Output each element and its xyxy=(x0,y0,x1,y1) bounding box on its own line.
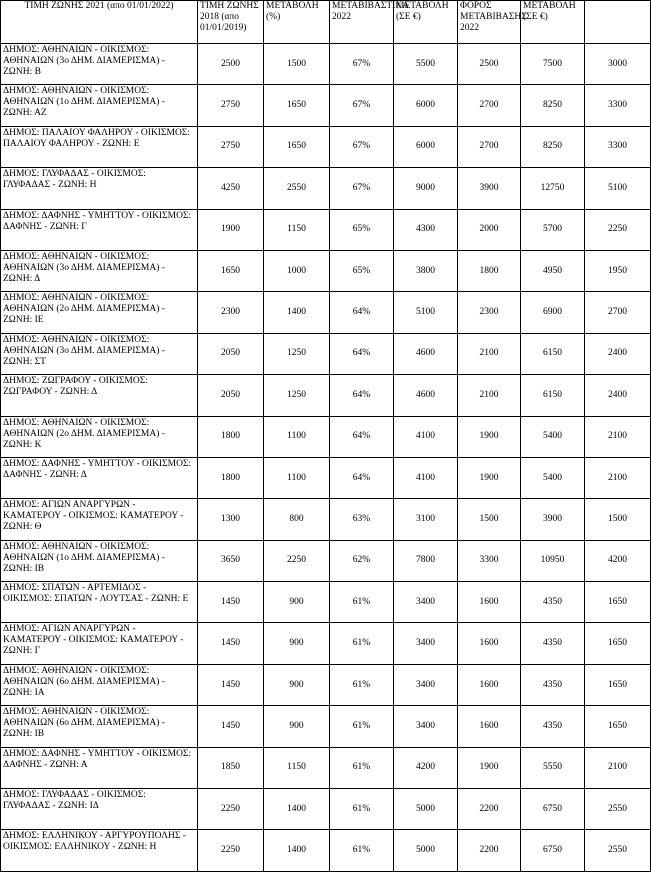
zone-price-2018-cell: 1000 xyxy=(264,250,330,291)
table-row xyxy=(1,747,651,788)
change-euro-cell: 2000 xyxy=(458,209,521,250)
region-cell: ΔΗΜΟΣ: ΑΘΗΝΑΙΩΝ - ΟΙΚΙΣΜΟΣ: ΑΘΗΝΑΙΩΝ (2ο ΔΗΜ. ΔΙΑΜΕΡΙΣΜΑ) - ΖΩΝΗ: ΙΕ xyxy=(1,292,198,333)
region-cell: ΔΗΜΟΣ: ΕΛΛΗΝΙΚΟΥ - ΑΡΓΥΡΟΥΠΟΛΗΣ - ΟΙΚΙΣΜΟΣ: ΕΛΛΗΝΙΚΟΥ - ΖΩΝΗ: Η xyxy=(1,830,198,871)
transfer-tax-2022-cell: 8250 xyxy=(521,85,585,126)
zone-price-2021-cell: 2050 xyxy=(198,375,264,416)
transfer-2022-cell: 9000 xyxy=(394,168,458,209)
header-change-euro-2: ΜΕΤΑΒΟΛΗ (ΣΕ €) xyxy=(521,1,585,44)
transfer-tax-2022-cell: 5400 xyxy=(521,416,585,457)
header-change-euro: ΜΕΤΑΒΟΛΗ (ΣΕ €) xyxy=(394,1,458,44)
change-euro-2-cell: 3300 xyxy=(585,85,651,126)
change-percent-cell: 61% xyxy=(330,664,394,705)
change-euro-2-cell: 2550 xyxy=(585,830,651,871)
header-zone-price-2021: ΤΙΜΗ ΖΩΝΗΣ 2021 (απο 01/01/2022) xyxy=(1,1,198,44)
transfer-2022-cell: 3100 xyxy=(394,499,458,540)
table-row xyxy=(1,830,651,871)
change-euro-2-cell: 2400 xyxy=(585,375,651,416)
change-euro-cell: 3300 xyxy=(458,540,521,581)
table-row xyxy=(1,333,651,374)
transfer-2022-cell: 4100 xyxy=(394,416,458,457)
zone-price-2021-cell: 1450 xyxy=(198,664,264,705)
change-euro-2-cell: 5100 xyxy=(585,168,651,209)
transfer-tax-2022-cell: 6750 xyxy=(521,789,585,830)
zone-price-2021-cell: 1450 xyxy=(198,582,264,623)
zone-price-2021-cell: 2250 xyxy=(198,789,264,830)
transfer-2022-cell: 5000 xyxy=(394,830,458,871)
region-cell: ΔΗΜΟΣ: ΣΠΑΤΩΝ - ΑΡΤΕΜΙΔΟΣ - ΟΙΚΙΣΜΟΣ: ΣΠΑΤΩΝ - ΛΟΥΤΣΑΣ - ΖΩΝΗ: Ε xyxy=(1,582,198,623)
change-euro-cell: 2100 xyxy=(458,375,521,416)
change-euro-2-cell: 2250 xyxy=(585,209,651,250)
change-percent-cell: 61% xyxy=(330,747,394,788)
header-change-percent: ΜΕΤΑΒΟΛΗ (%) xyxy=(264,1,330,44)
zone-price-2021-cell: 1800 xyxy=(198,416,264,457)
transfer-2022-cell: 4200 xyxy=(394,747,458,788)
region-cell: ΔΗΜΟΣ: ΑΘΗΝΑΙΩΝ - ΟΙΚΙΣΜΟΣ: ΑΘΗΝΑΙΩΝ (3ο ΔΗΜ. ΔΙΑΜΕΡΙΣΜΑ) - ΖΩΝΗ: Δ xyxy=(1,250,198,291)
table-row xyxy=(1,416,651,457)
transfer-tax-2022-cell: 12750 xyxy=(521,168,585,209)
zone-price-2021-cell: 1650 xyxy=(198,250,264,291)
header-transfer-tax-2022: ΦΟΡΟΣ ΜΕΤΑΒΙΒΑΣΗΣ 2022 xyxy=(458,1,521,44)
zone-price-2018-cell: 900 xyxy=(264,623,330,664)
change-euro-cell: 2100 xyxy=(458,333,521,374)
change-euro-2-cell: 1650 xyxy=(585,706,651,747)
transfer-2022-cell: 5000 xyxy=(394,789,458,830)
table-body xyxy=(1,44,651,872)
change-euro-cell: 2200 xyxy=(458,830,521,871)
transfer-tax-2022-cell: 4350 xyxy=(521,706,585,747)
zone-price-2021-cell: 2250 xyxy=(198,830,264,871)
table-row xyxy=(1,789,651,830)
table-row xyxy=(1,623,651,664)
change-euro-2-cell: 1950 xyxy=(585,250,651,291)
region-cell: ΔΗΜΟΣ: ΔΑΦΝΗΣ - ΥΜΗΤΤΟΥ - ΟΙΚΙΣΜΟΣ: ΔΑΦΝΗΣ - ΖΩΝΗ: Γ xyxy=(1,209,198,250)
change-percent-cell: 67% xyxy=(330,126,394,167)
transfer-tax-2022-cell: 8250 xyxy=(521,126,585,167)
zone-price-2021-cell: 1450 xyxy=(198,706,264,747)
change-percent-cell: 67% xyxy=(330,85,394,126)
zone-price-2021-cell: 1900 xyxy=(198,209,264,250)
change-euro-cell: 2300 xyxy=(458,292,521,333)
transfer-2022-cell: 3400 xyxy=(394,706,458,747)
change-percent-cell: 65% xyxy=(330,250,394,291)
change-euro-cell: 2200 xyxy=(458,789,521,830)
change-percent-cell: 61% xyxy=(330,623,394,664)
change-percent-cell: 65% xyxy=(330,209,394,250)
change-percent-cell: 61% xyxy=(330,789,394,830)
header-transfer-2022: ΜΕΤΑΒΙΒΑΣΤΙΚΑ 2022 xyxy=(330,1,394,44)
zone-price-2018-cell: 1150 xyxy=(264,747,330,788)
table-row xyxy=(1,540,651,581)
region-cell: ΔΗΜΟΣ: ΔΑΦΝΗΣ - ΥΜΗΤΤΟΥ - ΟΙΚΙΣΜΟΣ: ΔΑΦΝΗΣ - ΖΩΝΗ: Δ xyxy=(1,457,198,498)
region-cell: ΔΗΜΟΣ: ΑΘΗΝΑΙΩΝ - ΟΙΚΙΣΜΟΣ: ΑΘΗΝΑΙΩΝ (3ο ΔΗΜ. ΔΙΑΜΕΡΙΣΜΑ) - ΖΩΝΗ: ΣΤ xyxy=(1,333,198,374)
region-cell: ΔΗΜΟΣ: ΓΛΥΦΑΔΑΣ - ΟΙΚΙΣΜΟΣ: ΓΛΥΦΑΔΑΣ - ΖΩΝΗ: Η xyxy=(1,168,198,209)
transfer-2022-cell: 6000 xyxy=(394,126,458,167)
change-percent-cell: 61% xyxy=(330,582,394,623)
zone-price-2018-cell: 800 xyxy=(264,499,330,540)
header-row xyxy=(1,1,651,44)
zone-price-2018-cell: 2250 xyxy=(264,540,330,581)
change-percent-cell: 61% xyxy=(330,830,394,871)
region-cell: ΔΗΜΟΣ: ΖΩΓΡΑΦΟΥ - ΟΙΚΙΣΜΟΣ: ΖΩΓΡΑΦΟΥ - ΖΩΝΗ: Δ xyxy=(1,375,198,416)
region-cell: ΔΗΜΟΣ: ΑΘΗΝΑΙΩΝ - ΟΙΚΙΣΜΟΣ: ΑΘΗΝΑΙΩΝ (1ο ΔΗΜ. ΔΙΑΜΕΡΙΣΜΑ) - ΖΩΝΗ: ΙΒ xyxy=(1,540,198,581)
zone-price-2018-cell: 1100 xyxy=(264,416,330,457)
transfer-tax-2022-cell: 4350 xyxy=(521,623,585,664)
change-euro-cell: 2700 xyxy=(458,85,521,126)
change-euro-2-cell: 2100 xyxy=(585,416,651,457)
change-euro-2-cell: 1650 xyxy=(585,664,651,705)
transfer-tax-2022-cell: 3900 xyxy=(521,499,585,540)
transfer-2022-cell: 5500 xyxy=(394,44,458,85)
zone-price-2018-cell: 1250 xyxy=(264,333,330,374)
region-cell: ΔΗΜΟΣ: ΠΑΛΑΙΟΥ ΦΑΛΗΡΟΥ - ΟΙΚΙΣΜΟΣ: ΠΑΛΑΙΟΥ ΦΑΛΗΡΟΥ - ΖΩΝΗ: Ε xyxy=(1,126,198,167)
region-cell: ΔΗΜΟΣ: ΑΘΗΝΑΙΩΝ - ΟΙΚΙΣΜΟΣ: ΑΘΗΝΑΙΩΝ (6ο ΔΗΜ. ΔΙΑΜΕΡΙΣΜΑ) - ΖΩΝΗ: ΙΑ xyxy=(1,664,198,705)
table-row xyxy=(1,85,651,126)
zone-price-2018-cell: 900 xyxy=(264,706,330,747)
zone-price-2018-cell: 900 xyxy=(264,664,330,705)
transfer-tax-2022-cell: 6150 xyxy=(521,375,585,416)
table-row xyxy=(1,168,651,209)
zone-price-2021-cell: 1300 xyxy=(198,499,264,540)
transfer-2022-cell: 4600 xyxy=(394,333,458,374)
zone-price-2018-cell: 1650 xyxy=(264,126,330,167)
change-euro-cell: 1600 xyxy=(458,623,521,664)
change-percent-cell: 62% xyxy=(330,540,394,581)
table-row xyxy=(1,457,651,498)
change-euro-cell: 1900 xyxy=(458,457,521,498)
transfer-2022-cell: 3400 xyxy=(394,664,458,705)
region-cell: ΔΗΜΟΣ: ΑΘΗΝΑΙΩΝ - ΟΙΚΙΣΜΟΣ: ΑΘΗΝΑΙΩΝ (6ο ΔΗΜ. ΔΙΑΜΕΡΙΣΜΑ) - ΖΩΝΗ: ΙΒ xyxy=(1,706,198,747)
transfer-2022-cell: 7800 xyxy=(394,540,458,581)
change-euro-cell: 2700 xyxy=(458,126,521,167)
table-row xyxy=(1,209,651,250)
change-euro-2-cell: 4200 xyxy=(585,540,651,581)
zone-price-2018-cell: 1250 xyxy=(264,375,330,416)
zone-price-2018-cell: 1650 xyxy=(264,85,330,126)
transfer-tax-2022-cell: 5400 xyxy=(521,457,585,498)
header-zone-price-2018: ΤΙΜΗ ΖΩΝΗΣ 2018 (απο 01/01/2019) xyxy=(198,1,264,44)
transfer-2022-cell: 3400 xyxy=(394,582,458,623)
change-euro-2-cell: 2100 xyxy=(585,747,651,788)
table-row xyxy=(1,44,651,85)
change-percent-cell: 64% xyxy=(330,457,394,498)
transfer-tax-2022-cell: 10950 xyxy=(521,540,585,581)
transfer-2022-cell: 4100 xyxy=(394,457,458,498)
change-euro-2-cell: 1650 xyxy=(585,623,651,664)
zone-price-2021-cell: 2750 xyxy=(198,126,264,167)
table-row xyxy=(1,706,651,747)
change-percent-cell: 64% xyxy=(330,292,394,333)
change-euro-2-cell: 1500 xyxy=(585,499,651,540)
transfer-2022-cell: 4600 xyxy=(394,375,458,416)
change-euro-cell: 1900 xyxy=(458,747,521,788)
zone-price-2018-cell: 1400 xyxy=(264,830,330,871)
change-euro-cell: 1500 xyxy=(458,499,521,540)
zone-price-2018-cell: 2550 xyxy=(264,168,330,209)
table-row xyxy=(1,664,651,705)
change-euro-cell: 1600 xyxy=(458,664,521,705)
transfer-tax-2022-cell: 5550 xyxy=(521,747,585,788)
transfer-2022-cell: 3800 xyxy=(394,250,458,291)
change-percent-cell: 67% xyxy=(330,168,394,209)
zone-price-2018-cell: 1500 xyxy=(264,44,330,85)
transfer-tax-2022-cell: 6150 xyxy=(521,333,585,374)
transfer-tax-2022-cell: 4350 xyxy=(521,582,585,623)
zone-price-2021-cell: 2500 xyxy=(198,44,264,85)
region-cell: ΔΗΜΟΣ: ΓΛΥΦΑΔΑΣ - ΟΙΚΙΣΜΟΣ: ΓΛΥΦΑΔΑΣ - ΖΩΝΗ: ΙΔ xyxy=(1,789,198,830)
change-euro-2-cell: 2400 xyxy=(585,333,651,374)
region-cell: ΔΗΜΟΣ: ΔΑΦΝΗΣ - ΥΜΗΤΤΟΥ - ΟΙΚΙΣΜΟΣ: ΔΑΦΝΗΣ - ΖΩΝΗ: Α xyxy=(1,747,198,788)
change-euro-2-cell: 2700 xyxy=(585,292,651,333)
transfer-2022-cell: 4300 xyxy=(394,209,458,250)
transfer-tax-2022-cell: 4350 xyxy=(521,664,585,705)
table-row xyxy=(1,375,651,416)
change-percent-cell: 63% xyxy=(330,499,394,540)
transfer-tax-2022-cell: 6750 xyxy=(521,830,585,871)
transfer-tax-2022-cell: 7500 xyxy=(521,44,585,85)
change-percent-cell: 67% xyxy=(330,44,394,85)
change-percent-cell: 64% xyxy=(330,375,394,416)
zone-price-2021-cell: 1850 xyxy=(198,747,264,788)
change-percent-cell: 64% xyxy=(330,333,394,374)
transfer-tax-2022-cell: 4950 xyxy=(521,250,585,291)
table-row xyxy=(1,126,651,167)
change-euro-2-cell: 1650 xyxy=(585,582,651,623)
region-cell: ΔΗΜΟΣ: ΑΘΗΝΑΙΩΝ - ΟΙΚΙΣΜΟΣ: ΑΘΗΝΑΙΩΝ (3ο ΔΗΜ. ΔΙΑΜΕΡΙΣΜΑ) - ΖΩΝΗ: Β xyxy=(1,44,198,85)
region-cell: ΔΗΜΟΣ: ΑΘΗΝΑΙΩΝ - ΟΙΚΙΣΜΟΣ: ΑΘΗΝΑΙΩΝ (1ο ΔΗΜ. ΔΙΑΜΕΡΙΣΜΑ) - ΖΩΝΗ: ΑΖ xyxy=(1,85,198,126)
zone-price-2018-cell: 1150 xyxy=(264,209,330,250)
zone-price-2021-cell: 3650 xyxy=(198,540,264,581)
zone-price-2021-cell: 2750 xyxy=(198,85,264,126)
zone-price-2021-cell: 1800 xyxy=(198,457,264,498)
change-euro-cell: 3900 xyxy=(458,168,521,209)
zone-price-2018-cell: 1400 xyxy=(264,292,330,333)
change-euro-2-cell: 3300 xyxy=(585,126,651,167)
transfer-2022-cell: 5100 xyxy=(394,292,458,333)
region-cell: ΔΗΜΟΣ: ΑΓΙΩΝ ΑΝΑΡΓΥΡΩΝ - ΚΑΜΑΤΕΡΟΥ - ΟΙΚΙΣΜΟΣ: ΚΑΜΑΤΕΡΟΥ - ΖΩΝΗ: Θ xyxy=(1,499,198,540)
change-euro-cell: 1600 xyxy=(458,706,521,747)
change-euro-cell: 1900 xyxy=(458,416,521,457)
zone-price-2021-cell: 1450 xyxy=(198,623,264,664)
zone-price-2018-cell: 900 xyxy=(264,582,330,623)
table-row xyxy=(1,250,651,291)
change-percent-cell: 64% xyxy=(330,416,394,457)
zone-price-2018-cell: 1400 xyxy=(264,789,330,830)
region-cell: ΔΗΜΟΣ: ΑΘΗΝΑΙΩΝ - ΟΙΚΙΣΜΟΣ: ΑΘΗΝΑΙΩΝ (2ο ΔΗΜ. ΔΙΑΜΕΡΙΣΜΑ) - ΖΩΝΗ: Κ xyxy=(1,416,198,457)
transfer-tax-2022-cell: 5700 xyxy=(521,209,585,250)
change-euro-2-cell: 3000 xyxy=(585,44,651,85)
change-euro-cell: 1600 xyxy=(458,582,521,623)
zone-price-2018-cell: 1100 xyxy=(264,457,330,498)
table-row xyxy=(1,499,651,540)
zone-price-2021-cell: 4250 xyxy=(198,168,264,209)
transfer-2022-cell: 6000 xyxy=(394,85,458,126)
table-row xyxy=(1,582,651,623)
zone-price-2021-cell: 2050 xyxy=(198,333,264,374)
zone-price-2021-cell: 2300 xyxy=(198,292,264,333)
change-euro-2-cell: 2100 xyxy=(585,457,651,498)
header-blank xyxy=(585,1,651,44)
change-euro-cell: 1800 xyxy=(458,250,521,291)
table-row xyxy=(1,292,651,333)
region-cell: ΔΗΜΟΣ: ΑΓΙΩΝ ΑΝΑΡΓΥΡΩΝ - ΚΑΜΑΤΕΡΟΥ - ΟΙΚΙΣΜΟΣ: ΚΑΜΑΤΕΡΟΥ - ΖΩΝΗ: Γ xyxy=(1,623,198,664)
transfer-2022-cell: 3400 xyxy=(394,623,458,664)
change-percent-cell: 61% xyxy=(330,706,394,747)
change-euro-2-cell: 2550 xyxy=(585,789,651,830)
change-euro-cell: 2500 xyxy=(458,44,521,85)
transfer-tax-2022-cell: 6900 xyxy=(521,292,585,333)
